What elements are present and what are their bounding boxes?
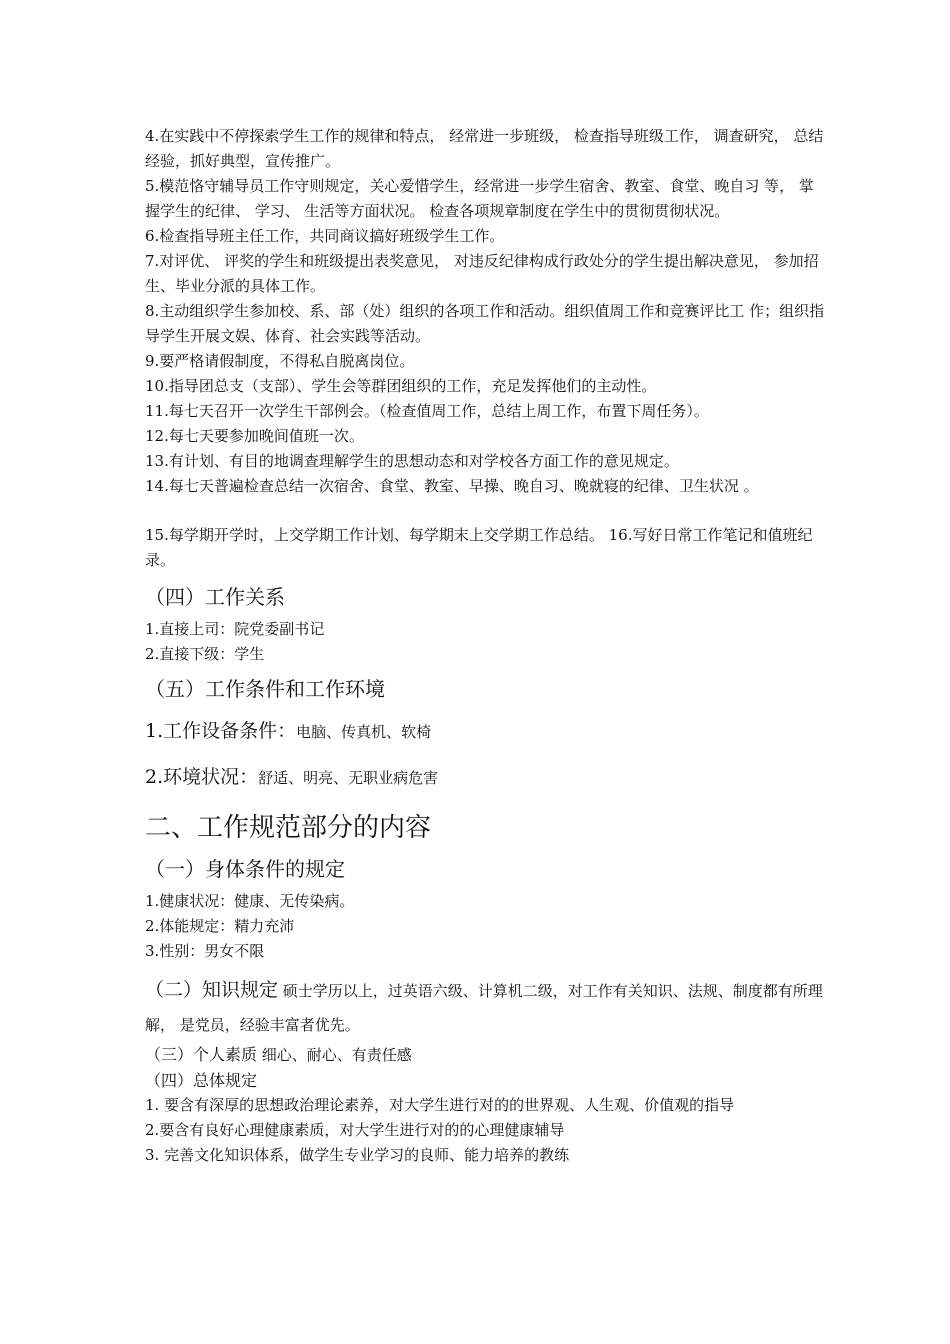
duty-item-11: 11.每七天召开一次学生干部例会。（检查值周工作，总结上周工作，布置下周任务）。 [145,402,709,420]
duty-item-14: 14.每七天普遍检查总结一次宿舍、食堂、教室、早操、晚自习、晚就寝的纪律、卫生状况 。 [145,477,759,495]
general-item-3: 3. 完善文化知识体系，做学生专业学习的良师、能力培养的教练 [145,1146,570,1164]
sub-4-heading: （四）总体规定 [145,1071,258,1090]
document-page [145,124,825,1168]
condition-item-1-value: 电脑、传真机、软椅 [296,723,432,741]
body-item-2: 2.体能规定：精力充沛 [145,917,295,935]
sub-2-heading: （二）知识规定 [145,979,279,1001]
general-item-2: 2.要含有良好心理健康素质，对大学生进行对的的心理健康辅导 [145,1121,565,1139]
condition-item-2-label: 2.环境状况： [145,766,259,788]
condition-item-1 [145,719,825,745]
duty-item-9: 9.要严格请假制度，不得私自脱离岗位。 [145,352,415,370]
part-2-heading: 二、工作规范部分的内容 [145,813,432,843]
duty-item-6: 6.检查指导班主任工作，共同商议搞好班级学生工作。 [145,227,505,245]
sub-2-block [145,974,825,1042]
section-4-heading: （四）工作关系 [145,585,285,609]
sub-1-heading: （一）身体条件的规定 [145,857,345,881]
duty-item-13: 13.有计划、有目的地调查理解学生的思想动态和对学校各方面工作的意见规定。 [145,452,679,470]
relation-item-1: 1.直接上司：院党委副书记 [145,620,325,638]
duty-item-7: 7.对评优、 评奖的学生和班级提出表奖意见， 对违反纪律构成行政处分的学生提出解决意见， 参加招生、毕业分派的具体工作。 [145,252,819,295]
condition-item-2-value: 舒适、明亮、无职业病危害 [258,769,439,787]
duty-item-5: 5.模范恪守辅导员工作守则规定，关心爱惜学生，经常进一步学生宿舍、教室、食堂、晚自习 等， 掌握学生的纪律、 学习、 生活等方面状况。 检查各项规章制度在学生中的贯彻贯彻状况。 [145,177,814,220]
duty-item-12: 12.每七天要参加晚间值班一次。 [145,427,364,445]
sub-3-text: 细心、耐心、有责任感 [257,1046,412,1064]
body-item-1: 1.健康状况：健康、无传染病。 [145,892,355,910]
section-5-heading: （五）工作条件和工作环境 [145,677,385,701]
duty-item-10: 10.指导团总支（支部）、学生会等群团组织的工作，充足发挥他们的主动性。 [145,377,657,395]
condition-item-2 [145,765,825,791]
condition-item-1-label: 1.工作设备条件： [145,720,297,742]
duty-item-4: 4.在实践中不停探索学生工作的规律和特点， 经常进一步班级， 检查指导班级工作， 调查研究， 总结经验，抓好典型，宣传推广。 [145,127,824,170]
duty-item-15-16: 15.每学期开学时，上交学期工作计划、每学期末上交学期工作总结。 16.写好日常工作笔记和值班纪录。 [145,526,813,569]
body-item-3: 3.性别：男女不限 [145,942,265,960]
sub-2-text: 硕士学历以上，过英语六级、计算机二级，对工作有关知识、法规、制度都有所理解， 是党员，经验丰富者优先。 [145,982,823,1034]
relation-item-2: 2.直接下级：学生 [145,645,265,663]
sub-3-block [145,1042,825,1068]
duty-item-8: 8.主动组织学生参加校、系、部（处）组织的各项工作和活动。组织值周工作和竞赛评比工 作；组织指导学生开展文娱、体育、社会实践等活动。 [145,302,825,345]
sub-3-heading: （三）个人素质 [145,1045,258,1064]
general-item-1: 1. 要含有深厚的思想政治理论素养，对大学生进行对的的世界观、人生观、价值观的指导 [145,1096,735,1114]
